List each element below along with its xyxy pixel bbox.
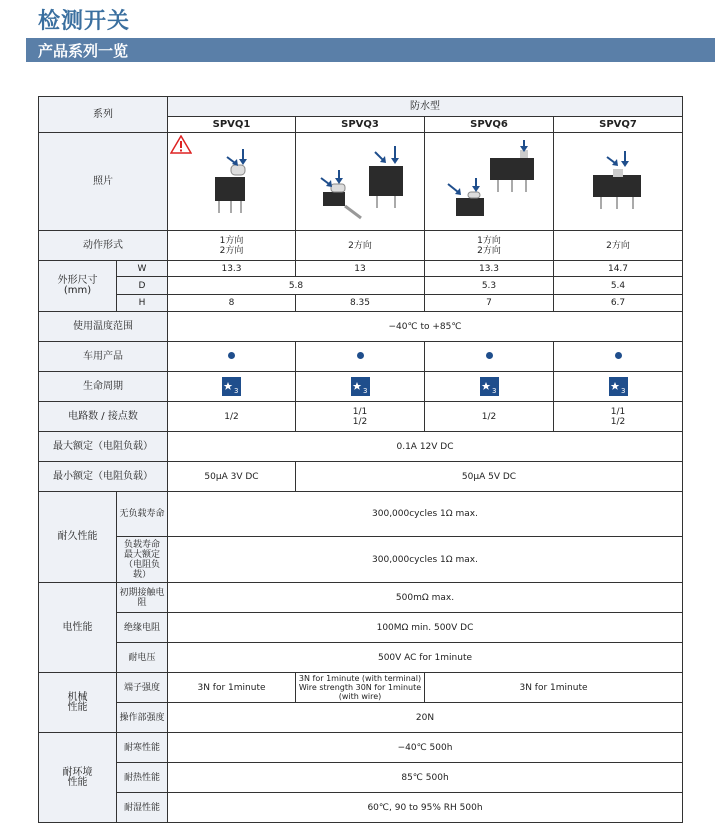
humidity-label: 耐湿性能 — [117, 793, 168, 823]
model-header: SPVQ1 — [168, 117, 296, 133]
max-rating-value: 0.1A 12V DC — [168, 432, 683, 462]
dot-icon — [615, 352, 622, 359]
circuits-value: 1/1 1/2 — [554, 402, 683, 432]
action-label: 动作形式 — [39, 231, 168, 261]
circuits-label: 电路数 / 接点数 — [39, 402, 168, 432]
lifecycle-cell — [296, 372, 425, 402]
auto-cell — [168, 342, 296, 372]
warning-icon — [170, 135, 192, 154]
product-photo-spvq7 — [583, 147, 653, 217]
operating-strength-label: 操作部强度 — [117, 703, 168, 733]
dimension-value: 8.35 — [296, 295, 425, 312]
lifecycle-cell — [554, 372, 683, 402]
humidity-value: 60℃, 90 to 95% RH 500h — [168, 793, 683, 823]
dimension-value: 14.7 — [554, 261, 683, 277]
dimension-value: 8 — [168, 295, 296, 312]
durability-label: 耐久性能 — [39, 492, 117, 583]
product-photo-cell — [168, 133, 296, 231]
electrical-label: 电性能 — [39, 583, 117, 673]
lifecycle-cell — [425, 372, 554, 402]
dimension-value: 5.4 — [554, 277, 683, 295]
product-spec-table — [38, 96, 683, 823]
environment-label: 耐环境 性能 — [39, 733, 117, 823]
action-value: 2方向 — [296, 231, 425, 261]
group-header: 防水型 — [168, 97, 683, 117]
terminal-strength-label: 端子强度 — [117, 673, 168, 703]
lifecycle-3-icon — [609, 377, 628, 396]
svg-text:3: 3 — [234, 387, 239, 395]
model-header: SPVQ6 — [425, 117, 554, 133]
min-rating-value: 50μA 3V DC — [168, 462, 296, 492]
insulation-value: 100MΩ min. 500V DC — [168, 613, 683, 643]
min-rating-label: 最小额定（电阻负载） — [39, 462, 168, 492]
dimension-key-w: W — [117, 261, 168, 277]
page-title: 检测开关 — [38, 9, 131, 34]
dimension-value: 5.3 — [425, 277, 554, 295]
product-photo-cell — [554, 133, 683, 231]
voltage-value: 500V AC for 1minute — [168, 643, 683, 673]
svg-text:3: 3 — [362, 387, 367, 395]
dimension-key-d: D — [117, 277, 168, 295]
noload-life-label: 无负载寿命 — [117, 492, 168, 537]
circuits-value: 1/2 — [168, 402, 296, 432]
action-value: 2方向 — [554, 231, 683, 261]
auto-cell — [296, 342, 425, 372]
action-value: 1方向 2方向 — [425, 231, 554, 261]
dimension-value: 5.8 — [168, 277, 425, 295]
temp-value: −40℃ to +85℃ — [168, 312, 683, 342]
series-header: 系列 — [39, 97, 168, 133]
dimensions-label: 外形尺寸 (mm) — [39, 261, 117, 312]
auto-cell — [554, 342, 683, 372]
lifecycle-3-icon — [480, 377, 499, 396]
insulation-label: 绝缘电阻 — [117, 613, 168, 643]
terminal-strength-value: 3N for 1minute — [425, 673, 683, 703]
min-rating-value: 50μA 5V DC — [296, 462, 683, 492]
dot-icon — [228, 352, 235, 359]
product-photo-spvq1 — [197, 147, 267, 217]
dot-icon — [357, 352, 364, 359]
operating-strength-value: 20N — [168, 703, 683, 733]
action-value: 1方向 2方向 — [168, 231, 296, 261]
svg-text:3: 3 — [620, 387, 625, 395]
contact-resistance-label: 初期接触电阻 — [117, 583, 168, 613]
dimension-value: 13.3 — [168, 261, 296, 277]
product-photo-spvq3 — [305, 142, 415, 222]
lifecycle-label: 生命周期 — [39, 372, 168, 402]
terminal-strength-value: 3N for 1minute — [168, 673, 296, 703]
voltage-label: 耐电压 — [117, 643, 168, 673]
lifecycle-cell — [168, 372, 296, 402]
product-photo-spvq6 — [434, 140, 544, 224]
product-photo-cell — [425, 133, 554, 231]
terminal-strength-value: 3N for 1minute (with terminal) Wire strength 30N for 1minute (with wire) — [296, 673, 425, 703]
model-header: SPVQ3 — [296, 117, 425, 133]
svg-text:3: 3 — [491, 387, 496, 395]
temp-label: 使用温度范围 — [39, 312, 168, 342]
dimension-value: 6.7 — [554, 295, 683, 312]
load-life-label: 负载寿命 最大额定 （电阻负载） — [117, 537, 168, 583]
heat-label: 耐热性能 — [117, 763, 168, 793]
auto-cell — [425, 342, 554, 372]
photo-label: 照片 — [39, 133, 168, 231]
cold-value: −40℃ 500h — [168, 733, 683, 763]
max-rating-label: 最大额定（电阻负载） — [39, 432, 168, 462]
circuits-value: 1/2 — [425, 402, 554, 432]
contact-resistance-value: 500mΩ max. — [168, 583, 683, 613]
dimension-key-h: H — [117, 295, 168, 312]
lifecycle-3-icon — [351, 377, 370, 396]
cold-label: 耐寒性能 — [117, 733, 168, 763]
dimension-value: 7 — [425, 295, 554, 312]
mechanical-label: 机械 性能 — [39, 673, 117, 733]
section-banner — [26, 38, 715, 62]
circuits-value: 1/1 1/2 — [296, 402, 425, 432]
dimension-value: 13 — [296, 261, 425, 277]
auto-label: 车用产品 — [39, 342, 168, 372]
section-title: 产品系列一览 — [38, 42, 129, 60]
heat-value: 85℃ 500h — [168, 763, 683, 793]
dot-icon — [486, 352, 493, 359]
dimension-value: 13.3 — [425, 261, 554, 277]
load-life-value: 300,000cycles 1Ω max. — [168, 537, 683, 583]
model-header: SPVQ7 — [554, 117, 683, 133]
product-photo-cell — [296, 133, 425, 231]
lifecycle-3-icon — [222, 377, 241, 396]
noload-life-value: 300,000cycles 1Ω max. — [168, 492, 683, 537]
